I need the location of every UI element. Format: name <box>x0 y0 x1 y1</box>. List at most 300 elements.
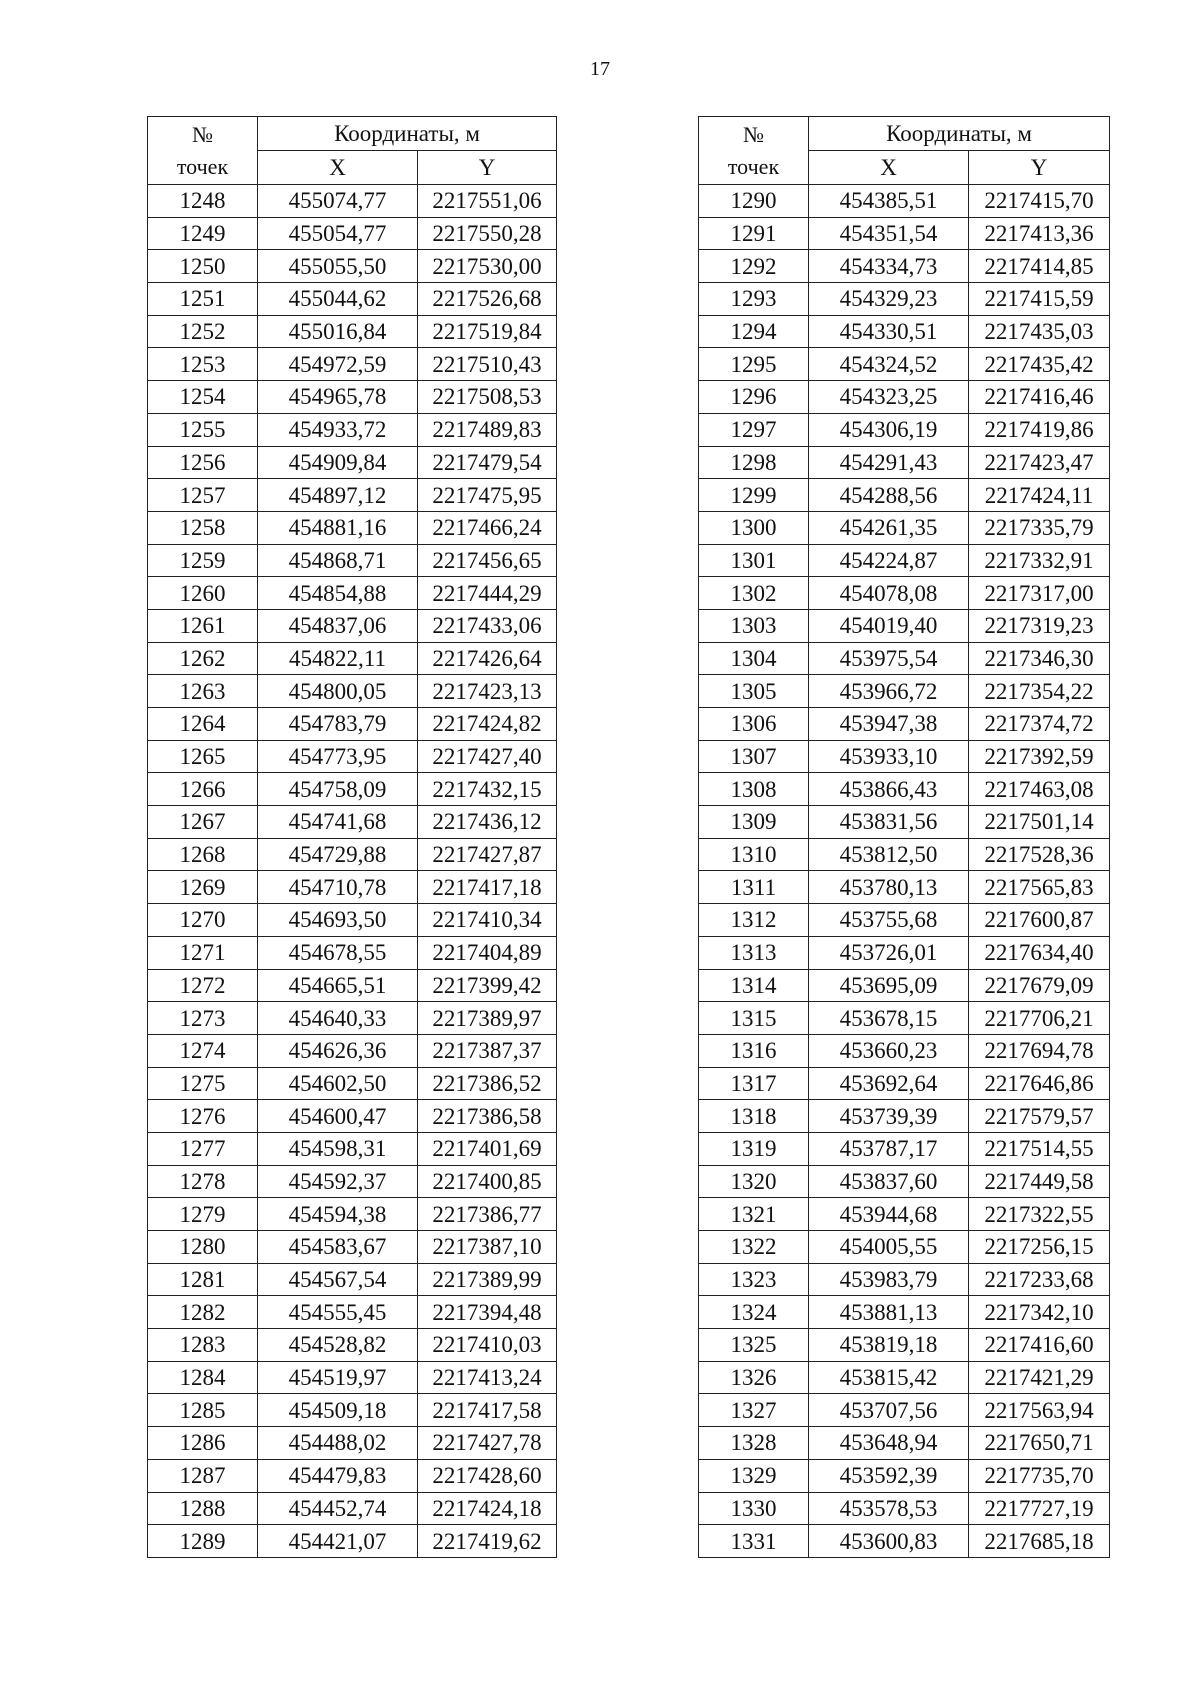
x-coordinate-cell: 453815,42 <box>809 1361 969 1394</box>
point-number-cell: 1306 <box>699 708 809 741</box>
point-number-cell: 1318 <box>699 1100 809 1133</box>
y-coordinate-cell: 2217519,84 <box>418 315 557 348</box>
table-row <box>699 969 1110 1002</box>
table-row <box>699 1132 1110 1165</box>
x-coordinate-cell: 453660,23 <box>809 1034 969 1067</box>
table-row <box>148 413 557 446</box>
y-coordinate-cell: 2217526,68 <box>418 283 557 316</box>
page-number: 17 <box>590 58 610 80</box>
point-number-cell: 1314 <box>699 969 809 1002</box>
table-row <box>699 348 1110 381</box>
point-number-cell: 1330 <box>699 1492 809 1525</box>
point-number-cell: 1298 <box>699 446 809 479</box>
y-coordinate-cell: 2217428,60 <box>418 1459 557 1492</box>
y-coordinate-cell: 2217463,08 <box>969 773 1110 806</box>
point-number-cell: 1280 <box>148 1231 258 1264</box>
point-number-cell: 1331 <box>699 1525 809 1558</box>
x-coordinate-cell: 453600,83 <box>809 1525 969 1558</box>
y-coordinate-cell: 2217413,36 <box>969 217 1110 250</box>
y-coordinate-cell: 2217424,18 <box>418 1492 557 1525</box>
y-coordinate-cell: 2217679,09 <box>969 969 1110 1002</box>
table-row <box>699 838 1110 871</box>
table-row <box>148 511 557 544</box>
y-coordinate-cell: 2217427,40 <box>418 740 557 773</box>
point-number-cell: 1293 <box>699 283 809 316</box>
table-row <box>699 871 1110 904</box>
point-number-cell: 1262 <box>148 642 258 675</box>
table-row <box>699 1296 1110 1329</box>
point-number-cell: 1315 <box>699 1002 809 1035</box>
x-coordinate-cell: 454019,40 <box>809 609 969 642</box>
table-row <box>699 511 1110 544</box>
point-number-cell: 1328 <box>699 1427 809 1460</box>
point-number-cell: 1300 <box>699 511 809 544</box>
y-coordinate-cell: 2217449,58 <box>969 1165 1110 1198</box>
x-coordinate-cell: 454594,38 <box>258 1198 418 1231</box>
y-coordinate-cell: 2217400,85 <box>418 1165 557 1198</box>
y-coordinate-cell: 2217685,18 <box>969 1525 1110 1558</box>
y-coordinate-cell: 2217600,87 <box>969 904 1110 937</box>
point-number-cell: 1323 <box>699 1263 809 1296</box>
point-number-cell: 1274 <box>148 1034 258 1067</box>
point-number-cell: 1310 <box>699 838 809 871</box>
point-number-cell: 1295 <box>699 348 809 381</box>
point-number-cell: 1276 <box>148 1100 258 1133</box>
x-header: X <box>809 151 969 185</box>
point-number-cell: 1254 <box>148 381 258 414</box>
table-row <box>699 904 1110 937</box>
point-number-cell: 1327 <box>699 1394 809 1427</box>
x-coordinate-cell: 454972,59 <box>258 348 418 381</box>
y-coordinate-cell: 2217427,87 <box>418 838 557 871</box>
table-row <box>148 1198 557 1231</box>
point-number-cell: 1281 <box>148 1263 258 1296</box>
table-row <box>148 773 557 806</box>
table-row <box>148 1034 557 1067</box>
point-number-cell: 1266 <box>148 773 258 806</box>
table-row <box>699 1231 1110 1264</box>
y-coordinate-cell: 2217706,21 <box>969 1002 1110 1035</box>
point-number-cell: 1265 <box>148 740 258 773</box>
point-number-cell: 1267 <box>148 806 258 839</box>
point-number-cell: 1261 <box>148 609 258 642</box>
y-coordinate-cell: 2217508,53 <box>418 381 557 414</box>
y-coordinate-cell: 2217435,03 <box>969 315 1110 348</box>
table-row <box>699 1165 1110 1198</box>
x-coordinate-cell: 454693,50 <box>258 904 418 937</box>
x-coordinate-cell: 453726,01 <box>809 936 969 969</box>
point-number-cell: 1282 <box>148 1296 258 1329</box>
table-row <box>148 1394 557 1427</box>
table-row <box>148 838 557 871</box>
point-number-cell: 1291 <box>699 217 809 250</box>
x-coordinate-cell: 453755,68 <box>809 904 969 937</box>
x-coordinate-cell: 454005,55 <box>809 1231 969 1264</box>
point-number-cell: 1303 <box>699 609 809 642</box>
x-coordinate-cell: 454598,31 <box>258 1132 418 1165</box>
x-coordinate-cell: 454729,88 <box>258 838 418 871</box>
coordinates-header: Координаты, м <box>809 117 1110 151</box>
x-coordinate-cell: 453947,38 <box>809 708 969 741</box>
x-coordinate-cell: 454678,55 <box>258 936 418 969</box>
table-row <box>699 479 1110 512</box>
table-row <box>148 936 557 969</box>
x-coordinate-cell: 454592,37 <box>258 1165 418 1198</box>
x-coordinate-cell: 454583,67 <box>258 1231 418 1264</box>
y-coordinate-cell: 2217410,03 <box>418 1329 557 1362</box>
table-row <box>699 315 1110 348</box>
x-coordinate-cell: 454421,07 <box>258 1525 418 1558</box>
x-coordinate-cell: 454329,23 <box>809 283 969 316</box>
table-row <box>148 1492 557 1525</box>
x-coordinate-cell: 454783,79 <box>258 708 418 741</box>
point-number-cell: 1317 <box>699 1067 809 1100</box>
x-coordinate-cell: 454640,33 <box>258 1002 418 1035</box>
table-row <box>699 446 1110 479</box>
x-coordinate-cell: 453739,39 <box>809 1100 969 1133</box>
point-number-cell: 1253 <box>148 348 258 381</box>
point-number-cell: 1286 <box>148 1427 258 1460</box>
y-coordinate-cell: 2217456,65 <box>418 544 557 577</box>
table-body <box>148 185 557 1558</box>
table-row <box>699 577 1110 610</box>
table-row <box>699 1263 1110 1296</box>
point-number-cell: 1278 <box>148 1165 258 1198</box>
x-coordinate-cell: 453831,56 <box>809 806 969 839</box>
table-row <box>699 413 1110 446</box>
y-coordinate-cell: 2217427,78 <box>418 1427 557 1460</box>
y-coordinate-cell: 2217489,83 <box>418 413 557 446</box>
y-coordinate-cell: 2217233,68 <box>969 1263 1110 1296</box>
table-row <box>148 708 557 741</box>
x-coordinate-cell: 453787,17 <box>809 1132 969 1165</box>
y-coordinate-cell: 2217501,14 <box>969 806 1110 839</box>
point-number-cell: 1326 <box>699 1361 809 1394</box>
coordinates-table-left <box>147 116 557 1558</box>
y-coordinate-cell: 2217410,34 <box>418 904 557 937</box>
table-row <box>699 1525 1110 1558</box>
table-row <box>699 1067 1110 1100</box>
y-coordinate-cell: 2217317,00 <box>969 577 1110 610</box>
point-number-cell: 1257 <box>148 479 258 512</box>
y-coordinate-cell: 2217735,70 <box>969 1459 1110 1492</box>
x-coordinate-cell: 454452,74 <box>258 1492 418 1525</box>
table-row <box>148 185 557 218</box>
point-number-cell: 1316 <box>699 1034 809 1067</box>
table-row <box>148 1231 557 1264</box>
y-coordinate-cell: 2217319,23 <box>969 609 1110 642</box>
table-row <box>699 1034 1110 1067</box>
point-number-cell: 1273 <box>148 1002 258 1035</box>
table-row <box>148 740 557 773</box>
y-header: Y <box>418 151 557 185</box>
x-coordinate-cell: 453692,64 <box>809 1067 969 1100</box>
x-coordinate-cell: 454261,35 <box>809 511 969 544</box>
table-row <box>699 642 1110 675</box>
number-symbol: № <box>192 121 213 147</box>
y-coordinate-cell: 2217479,54 <box>418 446 557 479</box>
y-coordinate-cell: 2217426,64 <box>418 642 557 675</box>
y-coordinate-cell: 2217694,78 <box>969 1034 1110 1067</box>
y-coordinate-cell: 2217444,29 <box>418 577 557 610</box>
y-coordinate-cell: 2217565,83 <box>969 871 1110 904</box>
point-number-cell: 1259 <box>148 544 258 577</box>
x-coordinate-cell: 454078,08 <box>809 577 969 610</box>
number-symbol: № <box>743 121 764 147</box>
x-coordinate-cell: 453578,53 <box>809 1492 969 1525</box>
x-coordinate-cell: 453966,72 <box>809 675 969 708</box>
point-number-cell: 1309 <box>699 806 809 839</box>
x-coordinate-cell: 454665,51 <box>258 969 418 1002</box>
table-row <box>699 1394 1110 1427</box>
table-row <box>699 217 1110 250</box>
y-coordinate-cell: 2217416,60 <box>969 1329 1110 1362</box>
x-coordinate-cell: 455016,84 <box>258 315 418 348</box>
table-row <box>148 348 557 381</box>
point-number-cell: 1258 <box>148 511 258 544</box>
x-coordinate-cell: 453975,54 <box>809 642 969 675</box>
y-coordinate-cell: 2217342,10 <box>969 1296 1110 1329</box>
table-row <box>148 283 557 316</box>
x-coordinate-cell: 454330,51 <box>809 315 969 348</box>
table-row <box>148 250 557 283</box>
y-coordinate-cell: 2217414,85 <box>969 250 1110 283</box>
x-coordinate-cell: 454602,50 <box>258 1067 418 1100</box>
y-coordinate-cell: 2217579,57 <box>969 1100 1110 1133</box>
table-row <box>148 642 557 675</box>
point-number-cell: 1324 <box>699 1296 809 1329</box>
x-coordinate-cell: 454555,45 <box>258 1296 418 1329</box>
table-row <box>699 1002 1110 1035</box>
point-number-cell: 1297 <box>699 413 809 446</box>
point-number-cell: 1251 <box>148 283 258 316</box>
x-coordinate-cell: 454351,54 <box>809 217 969 250</box>
table-row <box>148 381 557 414</box>
point-number-cell: 1287 <box>148 1459 258 1492</box>
point-number-cell: 1289 <box>148 1525 258 1558</box>
table-row <box>699 1329 1110 1362</box>
y-coordinate-cell: 2217432,15 <box>418 773 557 806</box>
x-coordinate-cell: 454288,56 <box>809 479 969 512</box>
table-header <box>148 117 557 185</box>
x-coordinate-cell: 453812,50 <box>809 838 969 871</box>
point-number-cell: 1275 <box>148 1067 258 1100</box>
x-coordinate-cell: 454800,05 <box>258 675 418 708</box>
y-coordinate-cell: 2217415,70 <box>969 185 1110 218</box>
y-coordinate-cell: 2217514,55 <box>969 1132 1110 1165</box>
table-row <box>148 1067 557 1100</box>
y-coordinate-cell: 2217634,40 <box>969 936 1110 969</box>
x-coordinate-cell: 454334,73 <box>809 250 969 283</box>
point-number-cell: 1263 <box>148 675 258 708</box>
x-coordinate-cell: 454933,72 <box>258 413 418 446</box>
x-coordinate-cell: 454897,12 <box>258 479 418 512</box>
table-row <box>699 740 1110 773</box>
point-number-header <box>699 117 809 185</box>
point-number-cell: 1283 <box>148 1329 258 1362</box>
point-number-cell: 1307 <box>699 740 809 773</box>
table-row <box>148 806 557 839</box>
x-coordinate-cell: 453780,13 <box>809 871 969 904</box>
y-coordinate-cell: 2217530,00 <box>418 250 557 283</box>
y-coordinate-cell: 2217394,48 <box>418 1296 557 1329</box>
x-coordinate-cell: 453707,56 <box>809 1394 969 1427</box>
point-number-cell: 1322 <box>699 1231 809 1264</box>
point-number-cell: 1260 <box>148 577 258 610</box>
y-coordinate-cell: 2217466,24 <box>418 511 557 544</box>
point-number-cell: 1294 <box>699 315 809 348</box>
y-coordinate-cell: 2217650,71 <box>969 1427 1110 1460</box>
table-row <box>699 609 1110 642</box>
x-coordinate-cell: 453866,43 <box>809 773 969 806</box>
point-number-cell: 1284 <box>148 1361 258 1394</box>
point-number-cell: 1312 <box>699 904 809 937</box>
y-coordinate-cell: 2217415,59 <box>969 283 1110 316</box>
y-coordinate-cell: 2217550,28 <box>418 217 557 250</box>
y-coordinate-cell: 2217332,91 <box>969 544 1110 577</box>
table-row <box>699 1459 1110 1492</box>
y-coordinate-cell: 2217387,10 <box>418 1231 557 1264</box>
table-row <box>148 1361 557 1394</box>
point-number-cell: 1256 <box>148 446 258 479</box>
table-row <box>148 1263 557 1296</box>
point-number-cell: 1311 <box>699 871 809 904</box>
table-row <box>148 675 557 708</box>
x-coordinate-cell: 454385,51 <box>809 185 969 218</box>
table-row <box>148 479 557 512</box>
y-coordinate-cell: 2217436,12 <box>418 806 557 839</box>
x-coordinate-cell: 455044,62 <box>258 283 418 316</box>
y-coordinate-cell: 2217423,13 <box>418 675 557 708</box>
y-coordinate-cell: 2217417,58 <box>418 1394 557 1427</box>
point-number-cell: 1302 <box>699 577 809 610</box>
table-row <box>148 871 557 904</box>
table-header <box>699 117 1110 185</box>
point-number-cell: 1279 <box>148 1198 258 1231</box>
point-number-cell: 1329 <box>699 1459 809 1492</box>
x-coordinate-cell: 453678,15 <box>809 1002 969 1035</box>
y-coordinate-cell: 2217386,77 <box>418 1198 557 1231</box>
y-coordinate-cell: 2217354,22 <box>969 675 1110 708</box>
point-number-cell: 1313 <box>699 936 809 969</box>
table-row <box>699 708 1110 741</box>
point-number-cell: 1285 <box>148 1394 258 1427</box>
point-number-cell: 1249 <box>148 217 258 250</box>
x-coordinate-cell: 454306,19 <box>809 413 969 446</box>
x-coordinate-cell: 454323,25 <box>809 381 969 414</box>
point-number-cell: 1304 <box>699 642 809 675</box>
table-row <box>699 283 1110 316</box>
table-row <box>699 544 1110 577</box>
x-coordinate-cell: 454324,52 <box>809 348 969 381</box>
x-coordinate-cell: 455055,50 <box>258 250 418 283</box>
point-number-cell: 1321 <box>699 1198 809 1231</box>
coordinates-header: Координаты, м <box>258 117 557 151</box>
table-row <box>699 1492 1110 1525</box>
x-coordinate-cell: 453837,60 <box>809 1165 969 1198</box>
x-coordinate-cell: 453983,79 <box>809 1263 969 1296</box>
point-number-cell: 1250 <box>148 250 258 283</box>
table-row <box>148 904 557 937</box>
y-coordinate-cell: 2217510,43 <box>418 348 557 381</box>
x-coordinate-cell: 454600,47 <box>258 1100 418 1133</box>
table-row <box>148 1100 557 1133</box>
x-coordinate-cell: 453933,10 <box>809 740 969 773</box>
point-number-header <box>148 117 258 185</box>
y-coordinate-cell: 2217419,62 <box>418 1525 557 1558</box>
table-row <box>148 1427 557 1460</box>
table-row <box>699 773 1110 806</box>
y-coordinate-cell: 2217528,36 <box>969 838 1110 871</box>
x-coordinate-cell: 454909,84 <box>258 446 418 479</box>
y-coordinate-cell: 2217335,79 <box>969 511 1110 544</box>
x-coordinate-cell: 454758,09 <box>258 773 418 806</box>
x-coordinate-cell: 454519,97 <box>258 1361 418 1394</box>
y-coordinate-cell: 2217346,30 <box>969 642 1110 675</box>
table-row <box>148 217 557 250</box>
x-coordinate-cell: 454224,87 <box>809 544 969 577</box>
table-row <box>148 1165 557 1198</box>
coordinates-table-right <box>698 116 1110 1558</box>
table-row <box>148 544 557 577</box>
y-coordinate-cell: 2217424,82 <box>418 708 557 741</box>
x-coordinate-cell: 454822,11 <box>258 642 418 675</box>
x-coordinate-cell: 453819,18 <box>809 1329 969 1362</box>
table-row <box>699 1198 1110 1231</box>
x-coordinate-cell: 454773,95 <box>258 740 418 773</box>
points-label: точек <box>727 153 780 179</box>
table-row <box>148 315 557 348</box>
point-number-cell: 1264 <box>148 708 258 741</box>
y-coordinate-cell: 2217404,89 <box>418 936 557 969</box>
y-coordinate-cell: 2217563,94 <box>969 1394 1110 1427</box>
point-number-cell: 1270 <box>148 904 258 937</box>
table-row <box>699 1427 1110 1460</box>
x-coordinate-cell: 454626,36 <box>258 1034 418 1067</box>
y-coordinate-cell: 2217646,86 <box>969 1067 1110 1100</box>
x-coordinate-cell: 454741,68 <box>258 806 418 839</box>
x-coordinate-cell: 454528,82 <box>258 1329 418 1362</box>
table-row <box>148 1459 557 1492</box>
y-coordinate-cell: 2217401,69 <box>418 1132 557 1165</box>
y-coordinate-cell: 2217389,97 <box>418 1002 557 1035</box>
y-coordinate-cell: 2217374,72 <box>969 708 1110 741</box>
point-number-cell: 1308 <box>699 773 809 806</box>
x-coordinate-cell: 454854,88 <box>258 577 418 610</box>
point-number-cell: 1252 <box>148 315 258 348</box>
point-number-cell: 1269 <box>148 871 258 904</box>
point-number-cell: 1268 <box>148 838 258 871</box>
table-row <box>148 609 557 642</box>
point-number-cell: 1301 <box>699 544 809 577</box>
table-row <box>699 250 1110 283</box>
table-row <box>699 675 1110 708</box>
table-row <box>148 1296 557 1329</box>
y-coordinate-cell: 2217433,06 <box>418 609 557 642</box>
table-row <box>699 936 1110 969</box>
x-coordinate-cell: 453695,09 <box>809 969 969 1002</box>
y-coordinate-cell: 2217727,19 <box>969 1492 1110 1525</box>
x-coordinate-cell: 453592,39 <box>809 1459 969 1492</box>
table-row <box>699 806 1110 839</box>
y-coordinate-cell: 2217386,58 <box>418 1100 557 1133</box>
point-number-cell: 1288 <box>148 1492 258 1525</box>
table-row <box>148 1525 557 1558</box>
x-coordinate-cell: 454488,02 <box>258 1427 418 1460</box>
table-row <box>148 1002 557 1035</box>
x-coordinate-cell: 453881,13 <box>809 1296 969 1329</box>
y-coordinate-cell: 2217435,42 <box>969 348 1110 381</box>
